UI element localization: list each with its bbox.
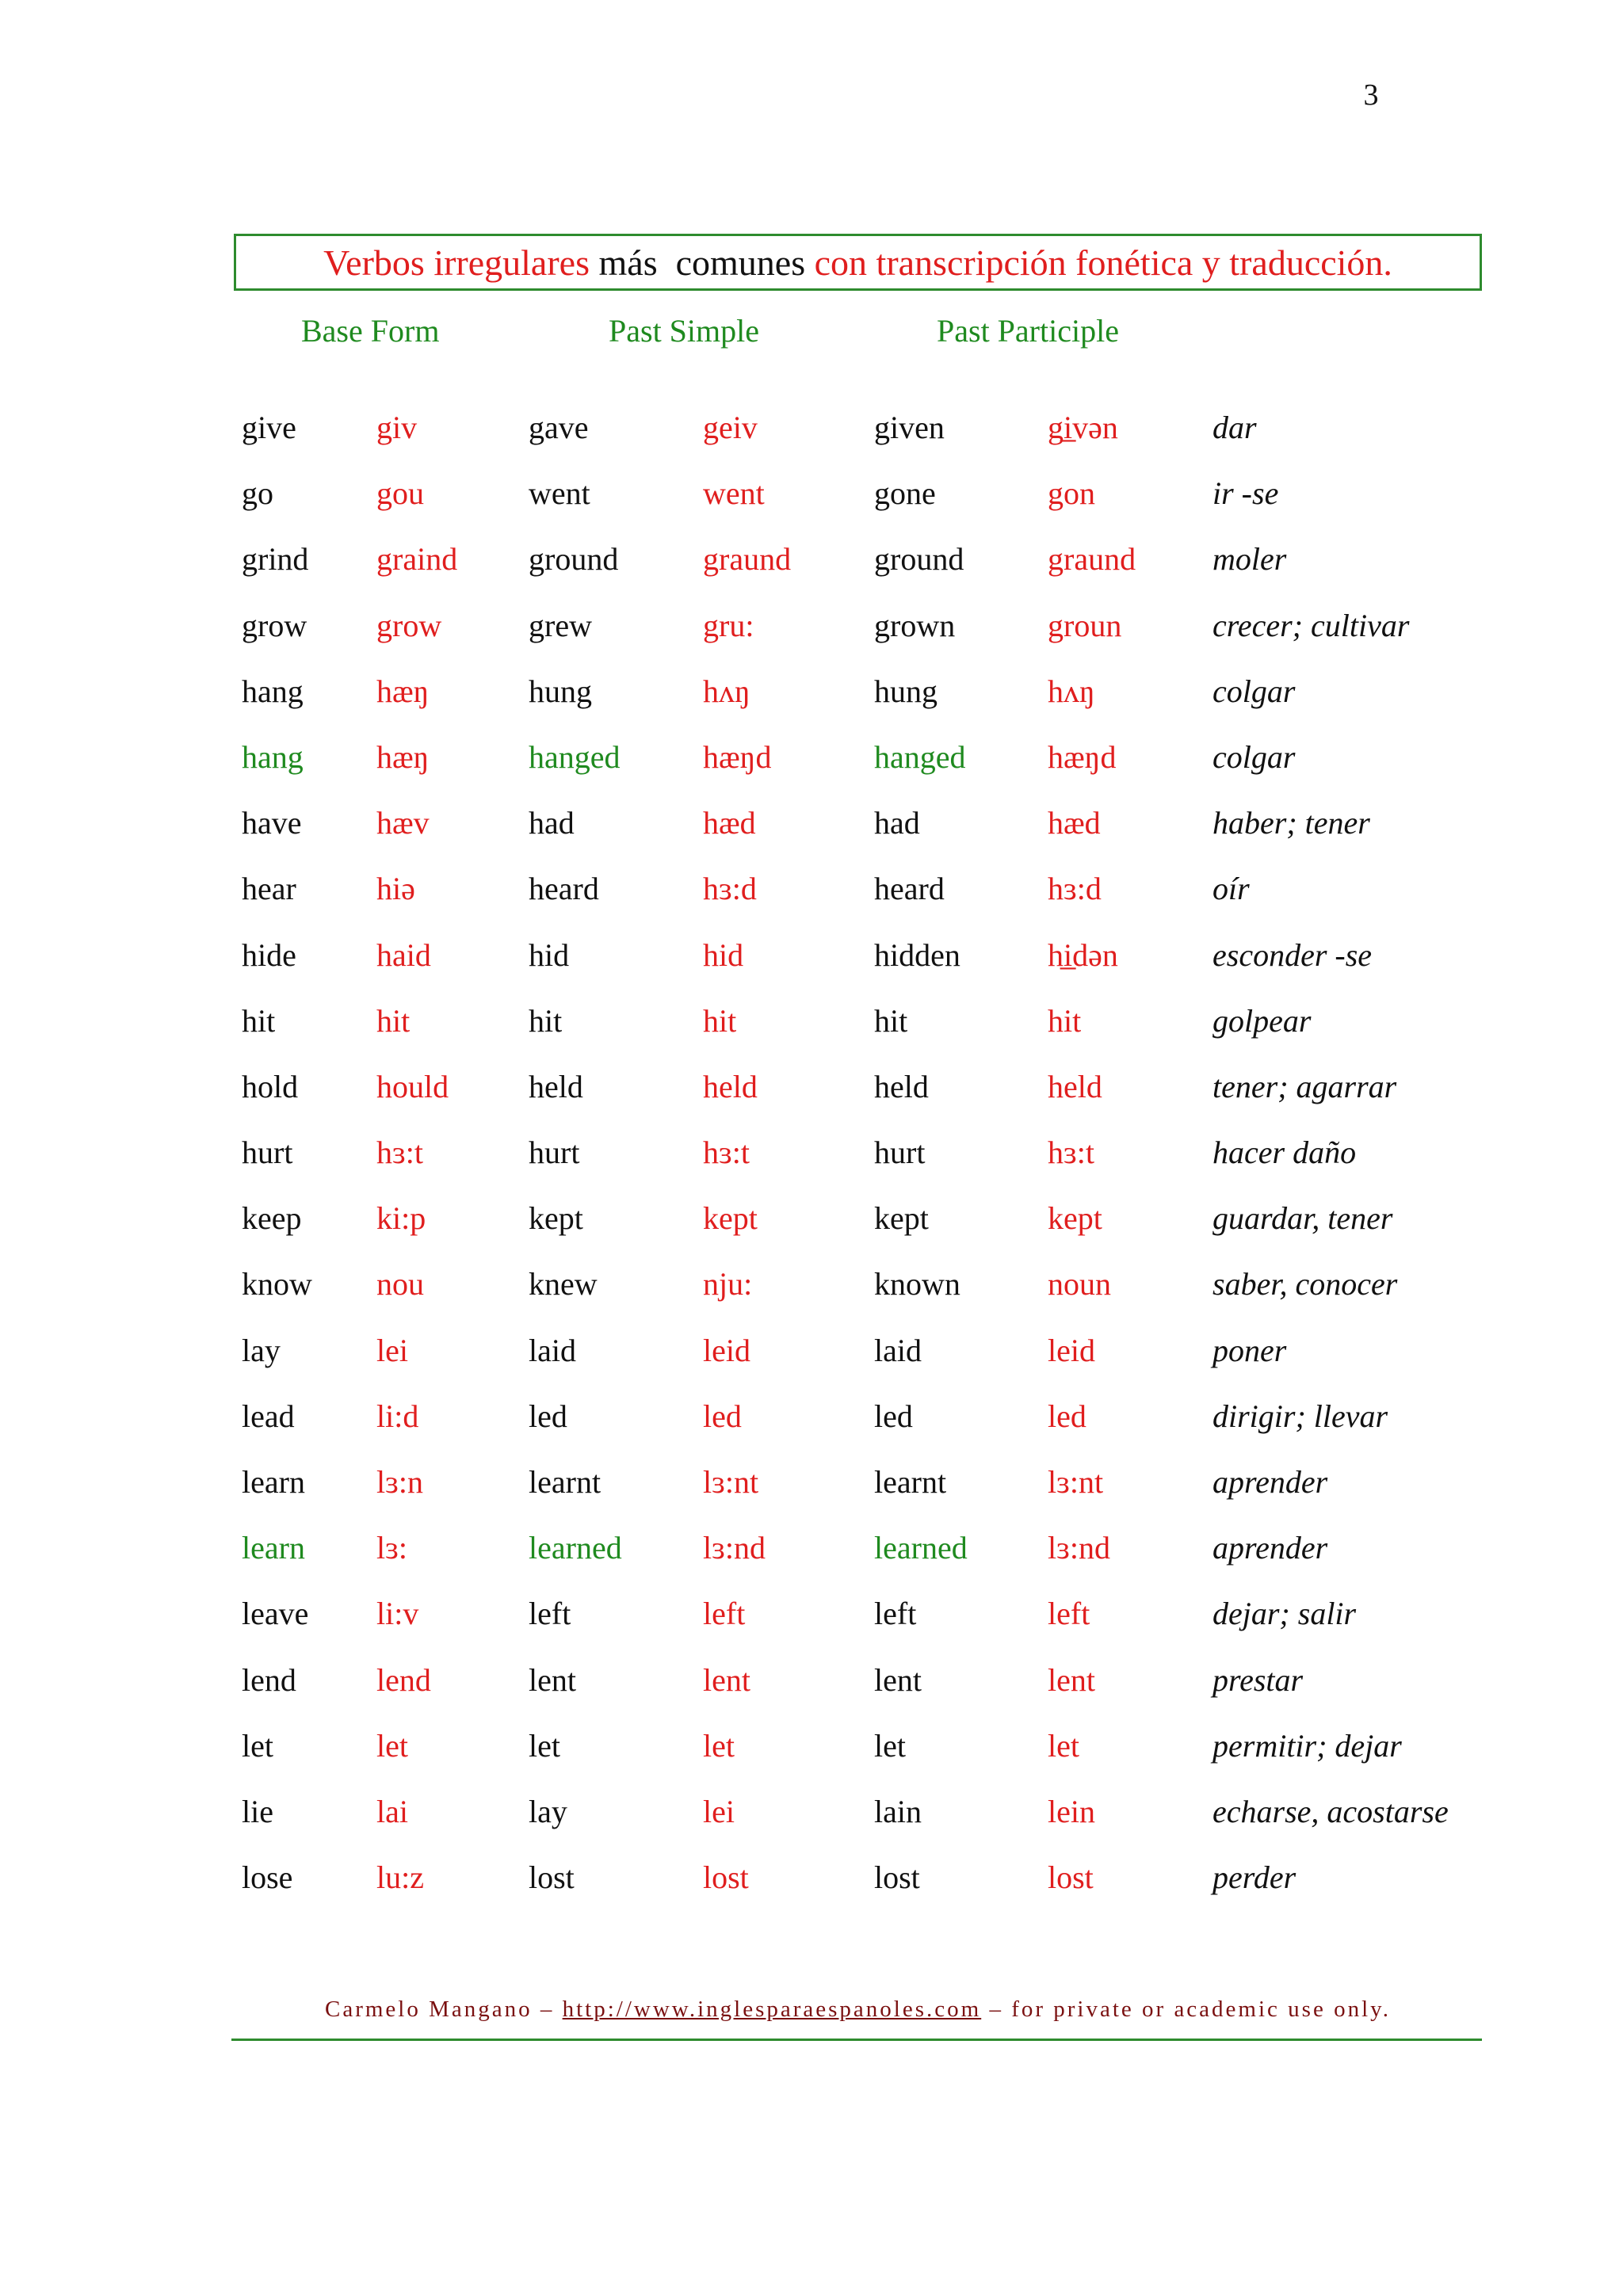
participle-phonetic: held — [1048, 1068, 1102, 1104]
past-simple: laid — [529, 1332, 576, 1368]
translation: prestar — [1212, 1661, 1304, 1698]
past-participle: known — [874, 1266, 960, 1302]
verb-row — [242, 1459, 1478, 1524]
past-phonetic: led — [703, 1398, 742, 1434]
title-part-1: Verbos irregulares — [323, 242, 590, 283]
participle-phonetic: hi̲dən — [1048, 936, 1118, 973]
participle-phonetic: left — [1048, 1596, 1090, 1632]
past-phonetic: lɜ:nt — [703, 1464, 759, 1500]
past-participle: kept — [874, 1200, 929, 1237]
verb-row — [242, 1195, 1478, 1261]
base-phonetic: hiə — [376, 871, 415, 907]
verb-row — [242, 602, 1478, 668]
translation: hacer daño — [1212, 1135, 1357, 1171]
translation: golpear — [1212, 1002, 1312, 1039]
verb-row — [242, 799, 1478, 865]
past-simple: let — [529, 1727, 560, 1764]
base-phonetic: hæv — [376, 805, 430, 841]
past-simple: hit — [529, 1002, 563, 1039]
past-phonetic: nju: — [703, 1266, 753, 1302]
base-form: hurt — [242, 1135, 293, 1171]
base-form: learn — [242, 1464, 305, 1500]
translation: guardar, tener — [1212, 1200, 1393, 1237]
base-form: grow — [242, 607, 307, 643]
past-phonetic: leid — [703, 1332, 750, 1368]
participle-phonetic: hit — [1048, 1002, 1082, 1039]
base-phonetic: grow — [376, 607, 442, 643]
past-simple: grew — [529, 607, 592, 643]
verb-row — [242, 1393, 1478, 1459]
past-participle: heard — [874, 871, 945, 907]
base-phonetic: hæŋ — [376, 738, 430, 775]
verb-row — [242, 1657, 1478, 1722]
past-simple: hung — [529, 673, 592, 709]
translation: tener; agarrar — [1212, 1068, 1397, 1104]
past-participle: led — [874, 1398, 913, 1434]
base-form: hide — [242, 936, 296, 973]
base-phonetic: lu:z — [376, 1859, 424, 1896]
verb-row — [242, 1524, 1478, 1590]
base-phonetic: giv — [376, 410, 418, 445]
translation: colgar — [1212, 738, 1296, 775]
past-phonetic: hid — [703, 936, 744, 973]
participle-phonetic: led — [1048, 1398, 1086, 1434]
participle-phonetic: hæŋd — [1048, 738, 1117, 775]
past-participle: grown — [874, 607, 956, 643]
base-form: hit — [242, 1002, 276, 1039]
base-phonetic: nou — [376, 1266, 424, 1302]
verb-row — [242, 1590, 1478, 1656]
past-simple: hanged — [529, 738, 621, 775]
past-simple: led — [529, 1398, 567, 1434]
translation: dar — [1212, 410, 1257, 445]
past-simple: lent — [529, 1661, 576, 1698]
base-phonetic: gou — [376, 475, 424, 512]
translation: ir -se — [1212, 475, 1279, 512]
past-simple: hid — [529, 936, 570, 973]
translation: dirigir; llevar — [1212, 1398, 1388, 1434]
base-form: go — [242, 475, 273, 512]
header-past-participle: Past Participle — [937, 313, 1119, 349]
translation: saber, conocer — [1212, 1266, 1398, 1302]
base-form: keep — [242, 1200, 302, 1237]
past-participle: let — [874, 1727, 906, 1764]
past-participle: hanged — [874, 738, 966, 775]
past-participle: lain — [874, 1793, 922, 1829]
base-form: hang — [242, 673, 304, 709]
past-phonetic: hæd — [703, 805, 756, 841]
translation: poner — [1212, 1332, 1287, 1368]
verb-row — [242, 1063, 1478, 1129]
participle-phonetic: noun — [1048, 1266, 1111, 1302]
participle-phonetic: groun — [1048, 607, 1122, 643]
page-number: 3 — [1363, 78, 1379, 112]
past-participle: ground — [874, 541, 964, 578]
past-phonetic: lɜ:nd — [703, 1530, 766, 1566]
base-phonetic: li:v — [376, 1596, 419, 1632]
past-phonetic: lent — [703, 1661, 750, 1698]
verb-row — [242, 932, 1478, 997]
past-participle: hung — [874, 673, 938, 709]
header-past-simple: Past Simple — [609, 313, 760, 349]
base-phonetic: lei — [376, 1332, 408, 1368]
footer-author: Carmelo Mangano – — [324, 1997, 563, 2022]
participle-phonetic: hæd — [1048, 805, 1101, 841]
past-participle: given — [874, 410, 945, 445]
participle-phonetic: lɜ:nd — [1048, 1530, 1111, 1566]
past-participle: learned — [874, 1530, 968, 1566]
past-phonetic: kept — [703, 1200, 758, 1237]
verb-row — [242, 668, 1478, 734]
past-phonetic: hɜ:d — [703, 871, 757, 907]
title-part-2: más comunes — [590, 242, 815, 283]
base-form: have — [242, 805, 302, 841]
base-form: lose — [242, 1859, 293, 1896]
past-phonetic: gru: — [703, 607, 754, 643]
verb-row — [242, 404, 1478, 470]
past-simple: knew — [529, 1266, 598, 1302]
past-participle: left — [874, 1596, 917, 1632]
footer-link[interactable]: http://www.inglesparaespanoles.com — [562, 1997, 982, 2022]
translation: perder — [1212, 1859, 1296, 1896]
verb-row — [242, 470, 1478, 536]
past-phonetic: lei — [703, 1793, 735, 1829]
translation: aprender — [1212, 1464, 1328, 1500]
base-form: grind — [242, 541, 309, 578]
base-form: leave — [242, 1596, 309, 1632]
past-phonetic: held — [703, 1068, 758, 1104]
header-base-form: Base Form — [301, 313, 440, 349]
past-simple: held — [529, 1068, 583, 1104]
base-form: hold — [242, 1068, 299, 1104]
past-simple: lay — [529, 1793, 567, 1829]
base-phonetic: lai — [376, 1793, 408, 1829]
participle-phonetic: hɜ:d — [1048, 871, 1102, 907]
verb-row — [242, 1129, 1478, 1195]
past-phonetic: graund — [703, 541, 792, 578]
past-simple: gave — [529, 410, 589, 445]
base-form: lead — [242, 1398, 295, 1434]
past-phonetic: went — [703, 475, 765, 512]
translation: crecer; cultivar — [1212, 607, 1410, 643]
translation: esconder -se — [1212, 936, 1373, 973]
past-participle: hidden — [874, 936, 960, 973]
verb-row — [242, 1722, 1478, 1788]
participle-phonetic: hʌŋ — [1048, 673, 1095, 709]
translation: colgar — [1212, 673, 1296, 709]
title-box — [234, 234, 1482, 291]
participle-phonetic: lɜ:nt — [1048, 1464, 1104, 1500]
translation: oír — [1212, 871, 1250, 907]
past-simple: heard — [529, 871, 599, 907]
base-form: lay — [242, 1332, 281, 1368]
past-participle: had — [874, 805, 920, 841]
past-phonetic: let — [703, 1727, 735, 1764]
past-phonetic: lost — [703, 1859, 749, 1896]
past-phonetic: hɜ:t — [703, 1135, 750, 1171]
base-phonetic: hit — [376, 1002, 411, 1039]
verb-row — [242, 1854, 1478, 1920]
past-simple: kept — [529, 1200, 583, 1237]
past-phonetic: hæŋd — [703, 738, 772, 775]
translation: echarse, acostarse — [1212, 1793, 1449, 1829]
past-participle: lent — [874, 1661, 922, 1698]
base-phonetic: lɜ:n — [376, 1464, 424, 1500]
verb-row — [242, 1261, 1478, 1326]
past-simple: learnt — [529, 1464, 601, 1500]
base-form: lie — [242, 1793, 273, 1829]
participle-phonetic: lent — [1048, 1661, 1095, 1698]
past-phonetic: geiv — [703, 410, 758, 445]
base-form: hear — [242, 871, 296, 907]
past-phonetic: hʌŋ — [703, 673, 750, 709]
base-phonetic: haid — [376, 936, 431, 973]
participle-phonetic: hɜ:t — [1048, 1135, 1095, 1171]
translation: dejar; salir — [1212, 1596, 1357, 1632]
title-part-3: con transcripción fonética y traducción. — [814, 242, 1392, 283]
base-phonetic: graind — [376, 541, 458, 578]
past-simple: left — [529, 1596, 571, 1632]
footer-rule — [231, 2039, 1482, 2041]
participle-phonetic: let — [1048, 1727, 1079, 1764]
verb-row — [242, 997, 1478, 1063]
participle-phonetic: gi̲vən — [1048, 410, 1118, 445]
past-participle: hit — [874, 1002, 908, 1039]
participle-phonetic: leid — [1048, 1332, 1095, 1368]
translation: aprender — [1212, 1530, 1328, 1566]
participle-phonetic: lost — [1048, 1859, 1094, 1896]
past-phonetic: left — [703, 1596, 746, 1632]
verb-row — [242, 536, 1478, 601]
base-form: hang — [242, 738, 304, 775]
verb-table — [242, 404, 1478, 1920]
translation: haber; tener — [1212, 805, 1370, 841]
past-simple: ground — [529, 541, 619, 578]
base-form: let — [242, 1727, 273, 1764]
past-participle: laid — [874, 1332, 922, 1368]
footer-note: – for private or academic use only. — [981, 1997, 1391, 2022]
past-phonetic: hit — [703, 1002, 737, 1039]
past-participle: gone — [874, 475, 936, 512]
participle-phonetic: lein — [1048, 1793, 1095, 1829]
past-simple: lost — [529, 1859, 575, 1896]
base-phonetic: lend — [376, 1661, 431, 1698]
base-phonetic: let — [376, 1727, 408, 1764]
verb-row — [242, 1327, 1478, 1393]
past-simple: learned — [529, 1530, 622, 1566]
past-simple: went — [529, 475, 590, 512]
base-phonetic: hɜ:t — [376, 1135, 424, 1171]
participle-phonetic: kept — [1048, 1200, 1102, 1237]
verb-row — [242, 734, 1478, 799]
past-participle: lost — [874, 1859, 920, 1896]
base-form: give — [242, 410, 296, 445]
past-participle: held — [874, 1068, 929, 1104]
past-participle: learnt — [874, 1464, 947, 1500]
base-phonetic: li:d — [376, 1398, 419, 1434]
past-simple: hurt — [529, 1135, 580, 1171]
translation: moler — [1212, 541, 1287, 578]
participle-phonetic: graund — [1048, 541, 1136, 578]
base-phonetic: lɜ: — [376, 1530, 408, 1566]
base-form: know — [242, 1266, 312, 1302]
verb-row — [242, 1788, 1478, 1854]
past-participle: hurt — [874, 1135, 926, 1171]
base-phonetic: ki:p — [376, 1200, 426, 1237]
participle-phonetic: gon — [1048, 475, 1095, 512]
base-phonetic: hæŋ — [376, 673, 430, 709]
base-form: learn — [242, 1530, 305, 1566]
base-phonetic: hould — [376, 1068, 449, 1104]
footer — [234, 1997, 1482, 2023]
verb-row — [242, 865, 1478, 931]
base-form: lend — [242, 1661, 296, 1698]
translation: permitir; dejar — [1212, 1727, 1402, 1764]
past-simple: had — [529, 805, 575, 841]
